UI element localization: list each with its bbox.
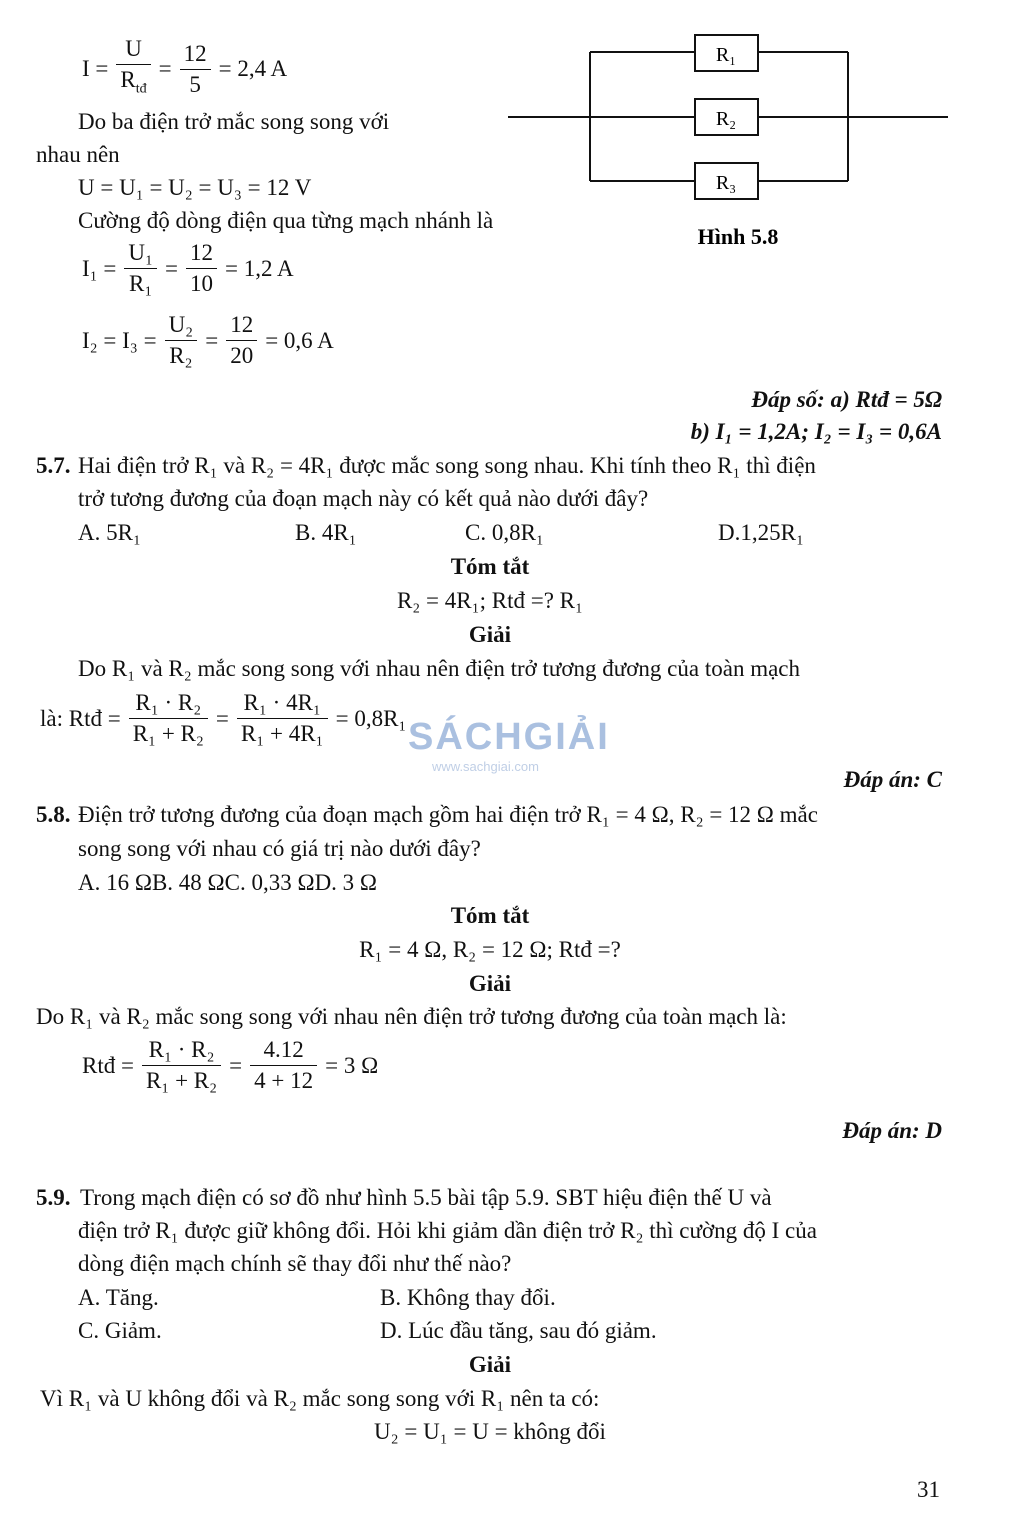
paragraph-line: nhau nên [36, 142, 120, 167]
answer-line: Đáp án: C [843, 767, 942, 792]
summary-title: Tóm tắt [450, 903, 530, 928]
equation-current-total: I = $\frac{U}{R_{tđ}}$ = $\frac{12}{5}$ = 2,4 A [82, 36, 288, 97]
question-text: Hai điện trở R₁ và R₂ = 4R₁ được mắc song song nhau. Khi tính theo R₁ thì điện [78, 453, 816, 478]
option-a: A. 5R₁ [78, 520, 141, 545]
watermark-url: www.sachgiai.com [432, 759, 539, 774]
question-text: điện trở R₁ được giữ không đổi. Hỏi khi giảm dần điện trở R₂ thì cường độ I của [78, 1218, 817, 1243]
solution-title: Giải [468, 622, 512, 647]
question-text: dòng điện mạch chính sẽ thay đổi như thế nào? [78, 1251, 512, 1276]
options-line: A. 16 ΩB. 48 ΩC. 0,33 ΩD. 3 Ω [78, 870, 378, 895]
equation-current-i1: I₁ = $\frac{\text{U₁}}{\text{R₁}}$ = $\frac{12}{10}$ = 1,2 A [82, 240, 294, 296]
answer-line: Đáp án: D [842, 1118, 942, 1143]
question-text: trở tương đương của đoạn mạch này có kết quả nào dưới đây? [78, 486, 649, 511]
solution-text: U₂ = U₁ = U = không đổi [374, 1419, 606, 1444]
circuit-diagram-figure [500, 25, 960, 255]
answer-line: Đáp số: a) Rtđ = 5Ω [751, 387, 942, 412]
equation-voltage: U = U₁ = U₂ = U₃ = 12 V [78, 175, 312, 200]
resistor-r3-label: R₃ [715, 172, 737, 194]
solution-title: Giải [468, 1352, 512, 1377]
equation-equivalent-resistance: Rtđ = $\frac{\text{R₁ · R₂}}{\text{R₁ + R₂}}$ = $\frac{4.12}{4 + 12}$ = 3 Ω [82, 1037, 379, 1093]
option-d: D. Lúc đầu tăng, sau đó giảm. [380, 1318, 657, 1343]
summary-title: Tóm tắt [450, 554, 530, 579]
option-d: D.1,25R₁ [718, 520, 804, 545]
resistor-r1-label: R₁ [715, 44, 737, 66]
equation-current-i2-i3: I₂ = I₃ = $\frac{\text{U₂}}{\text{R₂}}$ = $\frac{12}{20}$ = 0,6 A [82, 312, 334, 368]
solution-text: Vì R₁ và U không đổi và R₂ mắc song song với R₁ nên ta có: [40, 1386, 600, 1411]
summary-text: R₂ = 4R₁; Rtđ =? R₁ [396, 588, 584, 613]
option-c: C. 0,8R₁ [465, 520, 544, 545]
option-b: B. 4R₁ [295, 520, 357, 545]
question-number: 5.9. [36, 1185, 71, 1210]
figure-caption: Hình 5.8 [697, 224, 779, 249]
watermark [408, 716, 618, 806]
paragraph-line: Do ba điện trở mắc song song với [78, 109, 390, 134]
solution-title: Giải [468, 971, 512, 996]
paragraph-line: Cường độ dòng điện qua từng mạch nhánh là [78, 208, 494, 233]
summary-text: R₁ = 4 Ω, R₂ = 12 Ω; Rtđ =? [359, 937, 621, 962]
question-number: 5.8. [36, 802, 71, 827]
option-b: B. Không thay đổi. [380, 1285, 556, 1310]
question-text: Điện trở tương đương của đoạn mạch gồm hai điện trở R₁ = 4 Ω, R₂ = 12 Ω mắc [78, 802, 818, 827]
watermark-logo: SÁCHGIẢI [408, 716, 610, 758]
option-a: A. Tăng. [78, 1285, 159, 1310]
question-text: Trong mạch điện có sơ đồ như hình 5.5 bài tập 5.9. SBT hiệu điện thế U và [80, 1185, 772, 1210]
question-number: 5.7. [36, 453, 71, 478]
option-c: C. Giảm. [78, 1318, 162, 1343]
solution-text: Do R₁ và R₂ mắc song song với nhau nên điện trở tương đương của toàn mạch [78, 656, 800, 681]
answer-line: b) I₁ = 1,2A; I₂ = I₃ = 0,6A [690, 419, 942, 444]
equation-equivalent-resistance: là: Rtđ = $\frac{\text{R₁ · R₂}}{\text{R₁ + R₂}}$ = $\frac{\text{R₁ · 4R₁}}{\text{R₁ + 4R₁}}$ = 0,8R₁ [40, 690, 407, 746]
solution-text: Do R₁ và R₂ mắc song song với nhau nên điện trở tương đương của toàn mạch là: [36, 1004, 787, 1029]
question-text: song song với nhau có giá trị nào dưới đây? [78, 836, 481, 861]
page-number: 31 [917, 1477, 940, 1502]
resistor-r2-label: R₂ [715, 108, 737, 130]
